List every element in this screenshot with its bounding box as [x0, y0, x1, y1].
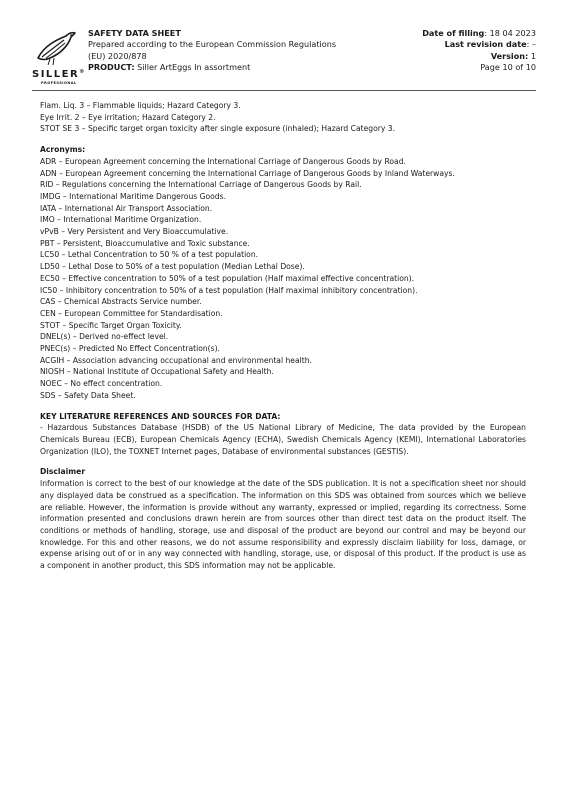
acronym-item: ADN – European Agreement concerning the International Carriage of Dangerous Goods by Inland Waterways.	[40, 168, 455, 178]
version: Version: 1	[490, 50, 536, 61]
header-divider	[32, 90, 536, 91]
acronyms-heading: Acronyms:	[40, 145, 86, 155]
acronym-item: ADR – European Agreement concerning the International Carriage of Dangerous Goods by Road.	[40, 156, 406, 166]
literature-heading: KEY LITERATURE REFERENCES AND SOURCES FOR DATA:	[40, 411, 281, 421]
document-title: SAFETY DATA SHEET	[88, 28, 181, 38]
revision-date: Last revision date: –	[444, 39, 536, 50]
disclaimer-text: Information is correct to the best of our knowledge at the date of the SDS publication. It is not a specification sheet nor should any displayed data be construed as a specification. The information on this SDS was obtained from sources which we believe are reliable. However, the information is provide without any warranty, expressed or implied, regarding its correctness. Some information presented and conclusions drawn herein are from sources other than direct test data on the product itself. The conditions or methods of handling, storage, use and disposal of the product are beyond our control and may be beyond our knowledge. For this and other reasons, we do not assume responsibility and expressly disclaim liability for loss, damage, or expense arising out of or in any way connected with handling, storage, use, or disposal of this product. If the product is use as a component in another product, this SDS information may not be applicable.	[40, 479, 526, 571]
acronym-item: SDS – Safety Data Sheet.	[40, 390, 136, 400]
acronym-item: STOT – Specific Target Organ Toxicity.	[40, 320, 182, 330]
product-value: Siller ArtEggs In assortment	[134, 62, 251, 73]
hazard-list	[40, 100, 526, 135]
acronym-item: LC50 – Lethal Concentration to 50 % of a test population.	[40, 250, 259, 260]
acronym-item: PBT – Persistent, Bioaccumulative and Toxic substance.	[40, 238, 250, 248]
document-body	[40, 100, 526, 572]
acronym-item: DNEL(s) – Derived no-effect level.	[40, 332, 169, 342]
literature-text: - Hazardous Substances Database (HSDB) of the US National Library of Medicine, The data provided by the European Chemicals Bureau (ECB), European Chemicals Agency (ECHA), Swedish Chemicals Agency (KEMI), International Laboratories Organization (ILO), the TOXNET Internet pages, Database of environmental substances (GESTIS).	[40, 423, 526, 456]
hazard-item: Flam. Liq. 3 – Flammable liquids; Hazard Category 3.	[40, 101, 241, 110]
filling-date: Date of filling: 18 04 2023	[422, 28, 536, 38]
acronym-item: IATA – International Air Transport Association.	[40, 203, 213, 213]
regulation-line-1: Prepared according to the European Commission Regulations	[88, 39, 337, 50]
page-header	[32, 28, 536, 88]
product-line	[88, 62, 338, 73]
header-right-block	[316, 28, 536, 74]
acronym-item: IMO – International Maritime Organization.	[40, 215, 202, 225]
acronym-item: ACGIH – Association advancing occupational and environmental health.	[40, 355, 312, 365]
page-number: Page 10 of 10	[480, 62, 536, 73]
acronym-item: LD50 – Lethal Dose to 50% of a test population (Median Lethal Dose).	[40, 262, 305, 272]
disclaimer-heading: Disclaimer	[40, 467, 86, 477]
acronyms-list	[40, 156, 526, 402]
acronym-item: RID – Regulations concerning the International Carriage of Dangerous Goods by Rail.	[40, 180, 362, 190]
acronym-item: vPvB – Very Persistent and Very Bioaccumulative.	[40, 227, 229, 237]
acronym-item: NOEC – No effect concentration.	[40, 379, 163, 389]
header-left-block	[88, 28, 338, 74]
logo-subtitle: PROFESSIONAL	[41, 81, 77, 85]
logo-wordmark: SILLER®	[32, 69, 86, 80]
acronym-item: IMDG – International Maritime Dangerous Goods.	[40, 191, 226, 201]
acronym-item: CAS – Chemical Abstracts Service number.	[40, 297, 202, 307]
acronym-item: NIOSH – National Institute of Occupational Safety and Health.	[40, 367, 274, 377]
regulation-line-2: (EU) 2020/878	[88, 50, 147, 61]
company-logo	[32, 28, 86, 86]
product-label: PRODUCT:	[88, 62, 135, 73]
hazard-item: STOT SE 3 – Specific target organ toxicity after single exposure (inhaled); Hazard Category 3.	[40, 124, 395, 134]
hazard-item: Eye Irrit. 2 – Eye irritation; Hazard Category 2.	[40, 112, 216, 122]
acronym-item: PNEC(s) – Predicted No Effect Concentration(s).	[40, 344, 220, 354]
acronym-item: EC50 – Effective concentration to 50% of a test population (Half maximal effective concentration).	[40, 273, 415, 283]
acronym-item: IC50 – Inhibitory concentration to 50% of a test population (Half maximal inhibitory concentration).	[40, 285, 418, 295]
acronym-item: CEN – European Committee for Standardisation.	[40, 308, 223, 318]
bird-logo-icon	[34, 28, 78, 68]
